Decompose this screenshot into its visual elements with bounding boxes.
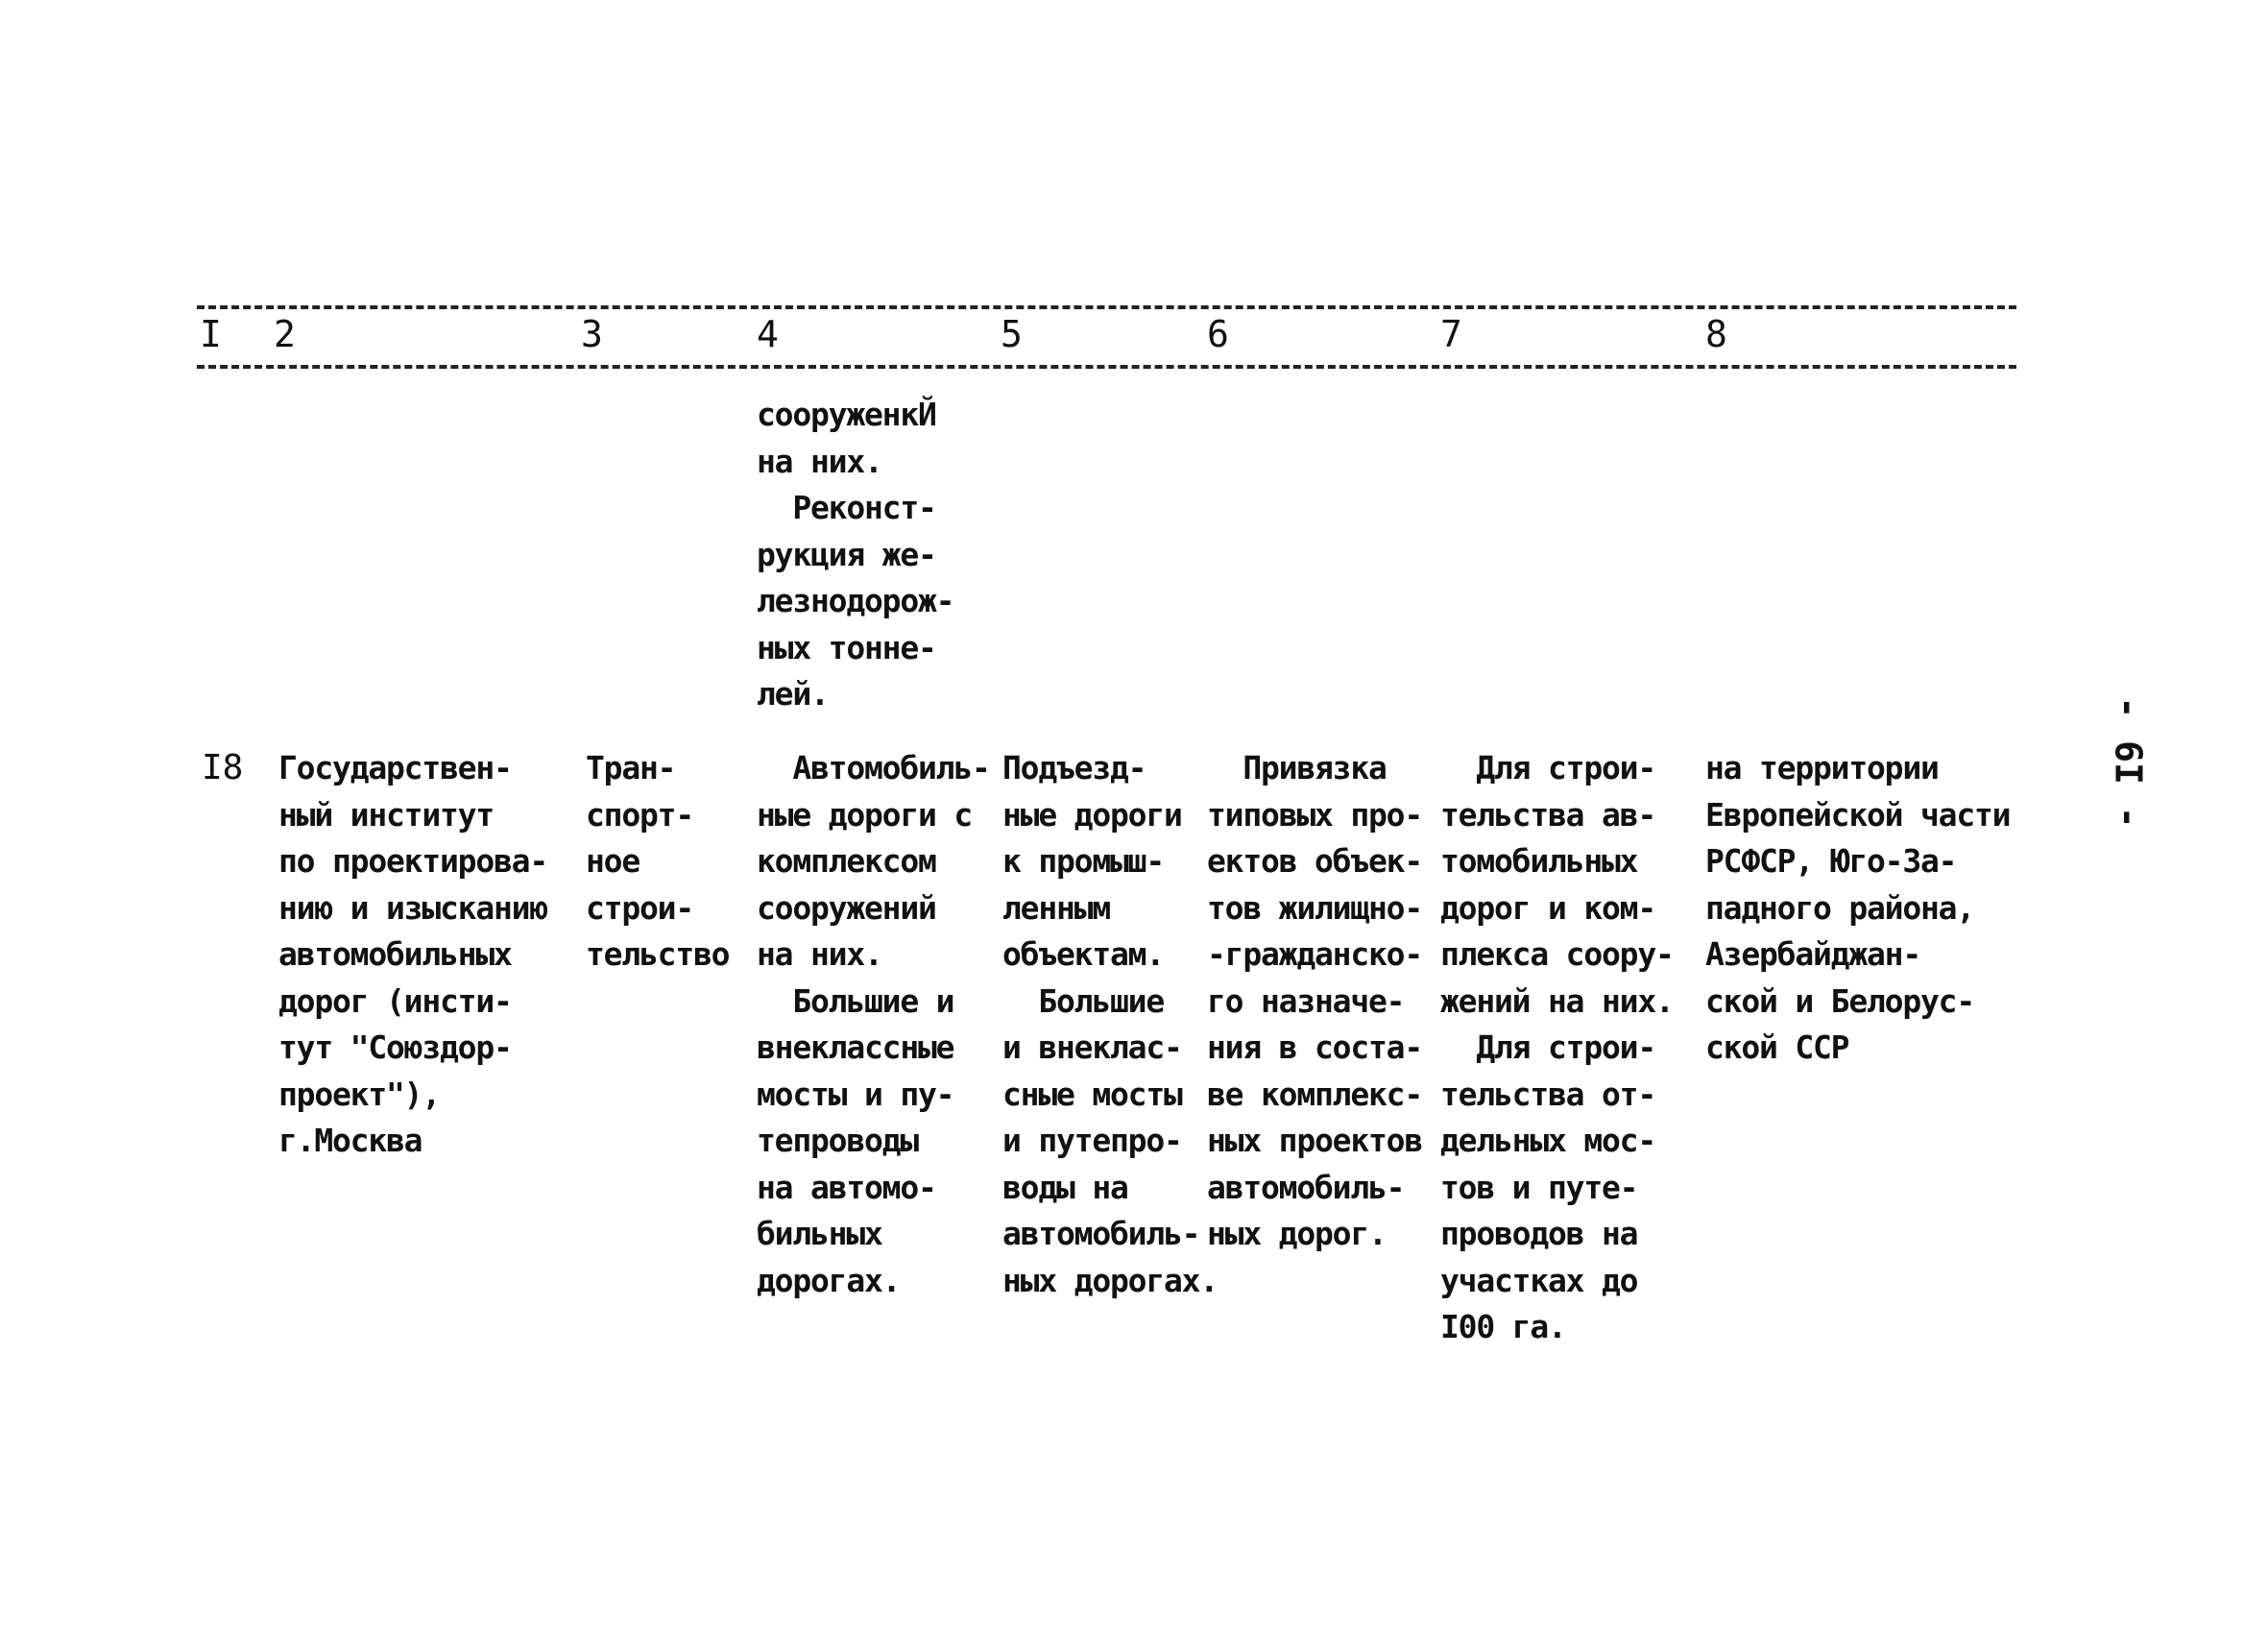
col6-text: Привязка типовых про- ектов объек- тов жилищно- -гражданско- го назначе- ния в соста- ве комплекс- ных проектов автомобиль- ных дорог. — [1207, 749, 1423, 1252]
specialization-text: Автомобиль- ные дороги с комплексом сооружений на них. Большие и внеклассные мосты и пу- тепроводы на автомо- бильных дорогах. — [757, 749, 990, 1299]
continuation-col4-text: сооруженкЙ на них. Реконст- рукция же- лезнодорож- ных тонне- лей. — [757, 396, 954, 713]
header-col-4: 4 — [757, 313, 779, 355]
header-col-3: 3 — [581, 313, 603, 355]
header-top-rule — [197, 305, 2016, 309]
col5-text: Подъезд- ные дороги к промыш- ленным объектам. Большие и внеклас- сные мосты и путепро- воды на автомобиль- ных дорогах. — [1002, 749, 1218, 1299]
header-col-5: 5 — [1001, 313, 1023, 355]
sector-text: Тран- спорт- ное строи- тельство — [586, 749, 730, 973]
header-col-2: 2 — [274, 313, 296, 355]
header-col-6: 6 — [1207, 313, 1229, 355]
row-number: I8 — [202, 748, 244, 787]
territory-text: на территории Европейской части РСФСР, Юго-За- падного района, Азербайджан- ской и Белорус- ской ССР — [1705, 749, 2011, 1066]
header-bottom-rule — [197, 365, 2016, 369]
header-col-8: 8 — [1705, 313, 1727, 355]
organization-name: Государствен- ный институт по проектирова- нию и изысканию автомобильных дорог (инсти- тут "Союздор- проект"), г.Москва — [278, 749, 548, 1159]
header-col-7: 7 — [1440, 313, 1462, 355]
page-number: - 6I - — [2107, 696, 2150, 829]
col7-text: Для строи- тельства ав- томобильных дорог и ком- плекса соору- жений на них. Для строи- тельства от- дельных мос- тов и путе- проводов на участках до I00 га. — [1440, 749, 1674, 1345]
header-col-1: I — [200, 313, 222, 355]
